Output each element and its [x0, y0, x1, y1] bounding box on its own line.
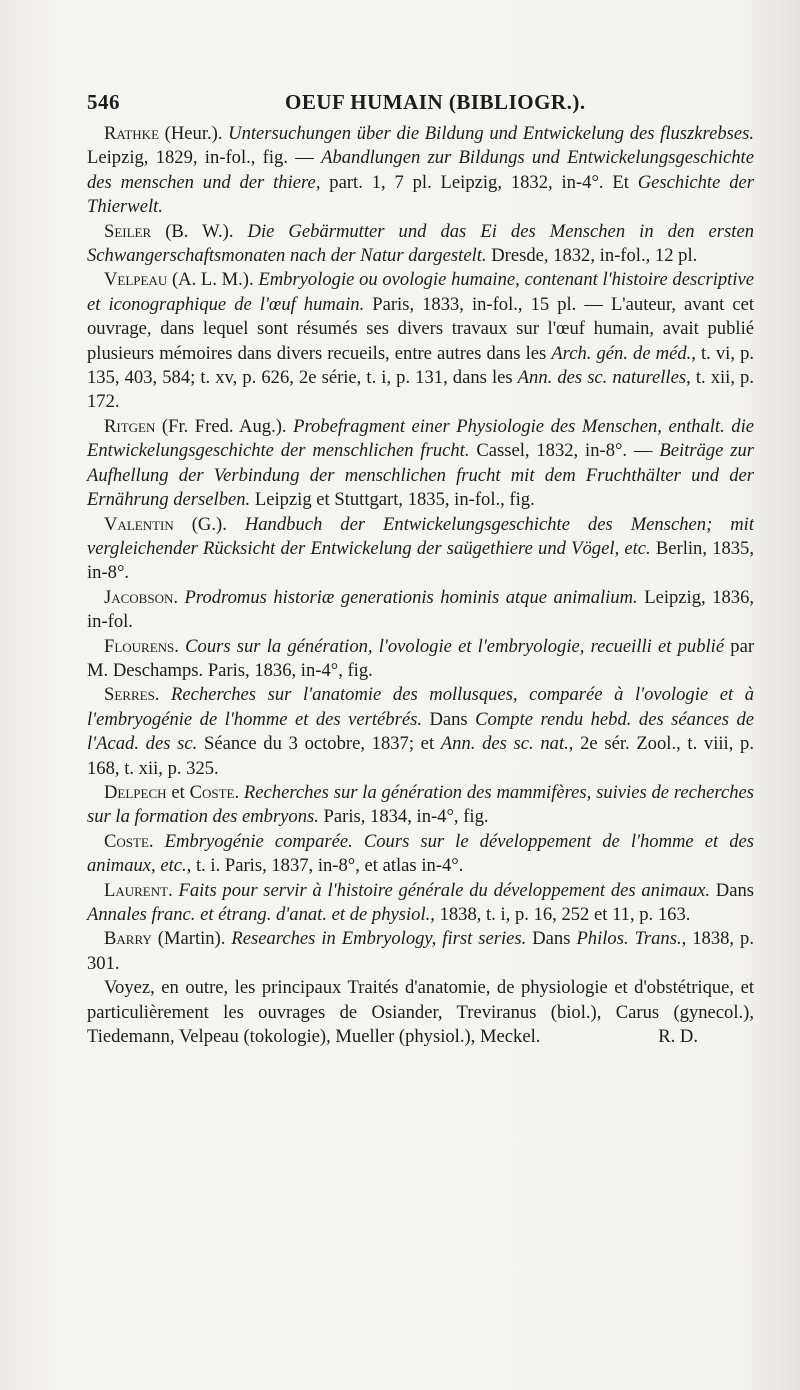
entry-publication: Dans: [710, 879, 754, 901]
bibliography-entry: [87, 635, 754, 684]
entry-publication: Paris, 1833, in-fol., 15 pl. — L'auteur, avant cet ouvrage, dans lequel sont résumés ses divers travaux sur l'œuf humain, avait publié plusieurs mémoires dans divers recueils, entre autres dans les: [87, 293, 754, 364]
entry-author-details: (A. L. M.).: [167, 269, 259, 291]
closing-text: Voyez, en outre, les principaux Traités d'anatomie, de physiologie et d'obstétrique, et particulièrement les ouvrages de Osiander, Treviranus (biol.), Carus (gynecol.), Tiedemann, Velpeau (tokologie), Mueller (physiol.), Meckel.: [87, 977, 754, 1048]
entry-publication: , t. xii, p. 172.: [87, 367, 754, 413]
signature: R. D.: [658, 1026, 698, 1048]
bibliography-entry: [87, 781, 754, 830]
page-number: 546: [87, 90, 120, 114]
entry-author: Jacobson: [104, 586, 174, 608]
entry-title: Compte rendu hebd. des séances de l'Acad. des sc.: [87, 708, 755, 755]
entry-title: Annales franc. et étrang. d'anat. et de physiol.: [87, 904, 431, 925]
entry-publication: , 2e sér. Zool., t. viii, p. 168, t. xii, p. 325.: [87, 733, 754, 779]
entry-publication: , 1838, p. 301.: [87, 928, 754, 974]
entry-title: Researches in Embryology, first series.: [231, 928, 527, 950]
entry-title: Recherches sur la génération des mammifères, suivies de recherches sur la formation des embryons.: [87, 781, 755, 828]
bibliography-entry: [87, 220, 754, 269]
bibliography-entry: [87, 683, 754, 781]
entry-title: Abandlungen zur Bildungs und Entwickelungsgeschichte des menschen und der thiere: [87, 147, 754, 193]
entry-title: Geschichte der Thierwelt.: [87, 171, 754, 218]
entry-author: Serres: [104, 684, 155, 706]
entry-author: Flourens: [104, 635, 175, 657]
closing-paragraph: [87, 976, 754, 1049]
entry-author-details: .: [174, 635, 186, 657]
bibliography-entry: [87, 415, 754, 513]
entry-author-details: .: [148, 830, 165, 852]
entry-author-details: .: [173, 586, 185, 608]
entry-title: Handbuch der Entwickelungsgeschichte des Menschen; mit vergleichender Rücksicht der Entwickelung der saügethiere und Vögel, etc.: [87, 513, 755, 559]
bibliography-entry: [87, 122, 754, 220]
entry-author: Valentin: [104, 513, 174, 535]
bibliography-entry: [87, 586, 754, 635]
entry-title: Recherches sur l'anatomie des mollusques, comparée à l'ovologie et à l'embryogénie de l'homme et des vertébrés.: [87, 684, 754, 730]
entry-title: Ann. des sc. naturelles: [517, 367, 687, 389]
entry-title: Beiträge zur Aufhellung der Verbindung der menschlichen frucht mit dem Fruchthälter und der Ernährung derselben.: [87, 440, 754, 511]
entry-publication: Berlin, 1835, in-8°.: [87, 537, 754, 584]
entry-author: Rathke: [104, 123, 160, 144]
bibliography-entry: [87, 879, 754, 928]
entry-author-details: (B. W.).: [151, 220, 248, 242]
entry-title: Untersuchungen über die Bildung und Entwickelung des fluszkrebses.: [228, 123, 754, 144]
entry-author: Barry: [104, 928, 152, 950]
entry-publication: Paris, 1834, in-4°, fig.: [318, 806, 489, 828]
bibliography-body: [87, 122, 754, 1049]
entry-publication: , t. i. Paris, 1837, in-8°, et atlas in-4°.: [186, 855, 464, 877]
bibliography-entry: [87, 513, 754, 586]
entry-author: Seiler: [104, 220, 152, 242]
entry-author: Velpeau: [104, 269, 168, 291]
entry-author-details: .: [154, 684, 172, 706]
entry-publication: , t. vi, p. 135, 403, 584; t. xv, p. 626, 2e série, t. i, p. 131, dans les: [87, 342, 755, 389]
entry-publication: , part. 1, 7 pl. Leipzig, 1832, in-4°. Et: [315, 171, 638, 193]
entry-title: Cours sur la génération, l'ovologie et l'embryologie, recueilli et publié: [185, 635, 725, 657]
entry-author-details: (Fr. Fred. Aug.).: [155, 415, 294, 437]
entry-title: Ann. des sc. nat.: [440, 733, 569, 755]
entry-author-details: .: [168, 879, 179, 901]
entry-publication: Dresde, 1832, in-fol., 12 pl.: [486, 245, 698, 267]
entry-publication: Dans: [421, 708, 476, 730]
bibliography-entry: [87, 268, 754, 414]
entry-author-details: et: [166, 781, 190, 803]
entry-title: Probefragment einer Physiologie des Menschen, enthalt. die Entwickelungsgeschichte der menschlichen frucht.: [87, 415, 754, 462]
entry-author-details: (Martin).: [151, 928, 232, 950]
entry-publication: par M. Deschamps. Paris, 1836, in-4°, fig.: [87, 635, 755, 681]
entry-title: Embryologie ou ovologie humaine, contenant l'histoire descriptive et iconographique de l'œuf humain.: [87, 269, 755, 315]
page-header: [87, 90, 747, 120]
bibliography-entries: [87, 122, 754, 976]
entry-author: Ritgen: [104, 415, 156, 437]
entry-coauthor: Coste: [189, 781, 235, 803]
bibliography-entry: [87, 927, 754, 976]
bibliography-entry: [87, 830, 754, 879]
entry-publication: , 1838, t. i, p. 16, 252 et 11, p. 163.: [430, 904, 691, 925]
entry-title: Arch. gén. de méd.: [551, 342, 692, 364]
running-head: OEUF HUMAIN (BIBLIOGR.).: [285, 90, 586, 114]
entry-title: Faits pour servir à l'histoire générale du développement des animaux.: [178, 879, 711, 901]
entry-title: Die Gebärmutter und das Ei des Menschen in den ersten Schwangerschaftsmonaten nach der Natur dargestelt.: [87, 220, 754, 267]
entry-author: Coste: [104, 830, 149, 852]
entry-author-details: (G.).: [173, 513, 245, 535]
entry-publication: Leipzig, 1829, in-fol., fig. —: [87, 147, 322, 169]
entry-coauthor-details: .: [234, 781, 244, 803]
entry-title: Prodromus historiæ generationis hominis atque animalium.: [184, 586, 638, 608]
entry-title: Philos. Trans.: [576, 928, 682, 950]
entry-author-details: (Heur.).: [159, 123, 229, 144]
entry-publication: Cassel, 1832, in-8°. —: [469, 440, 660, 462]
entry-publication: Leipzig et Stuttgart, 1835, in-fol., fig.: [250, 489, 535, 511]
entry-title: Embryogénie comparée. Cours sur le développement de l'homme et des animaux, etc.: [87, 830, 755, 877]
entry-publication: Séance du 3 octobre, 1837; et: [197, 733, 441, 755]
entry-publication: Dans: [526, 928, 577, 950]
entry-publication: Leipzig, 1836, in-fol.: [87, 586, 755, 633]
entry-author: Delpech: [104, 781, 167, 803]
entry-author: Laurent: [104, 879, 169, 901]
